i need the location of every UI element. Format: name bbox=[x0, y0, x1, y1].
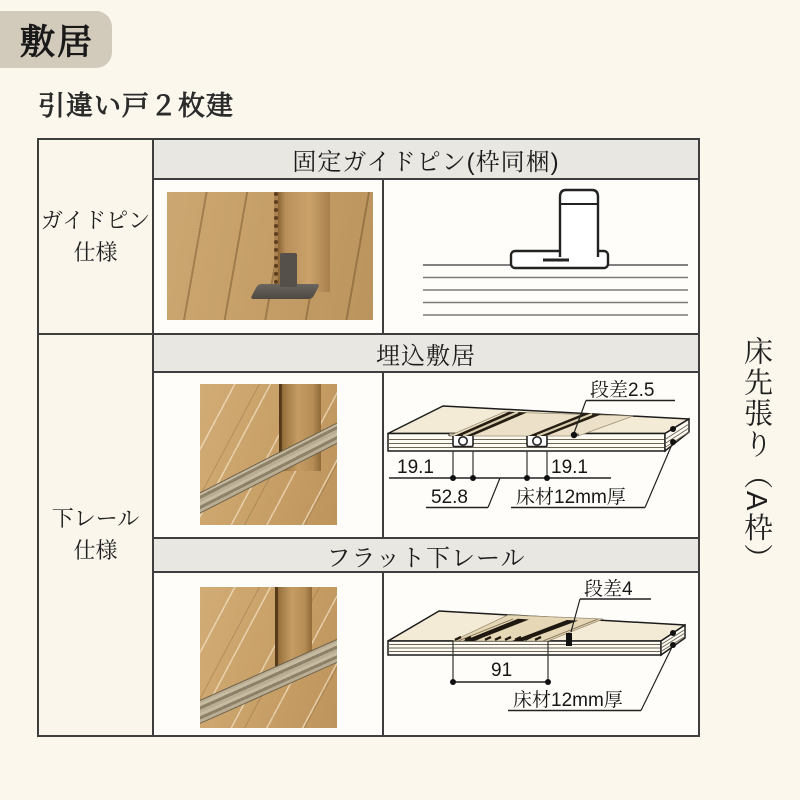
row-header-guide-pin: 固定ガイドピン(枠同梱) bbox=[154, 140, 698, 180]
floor-note-label: 床材12mm厚 bbox=[513, 690, 623, 711]
dim-span-label: 52.8 bbox=[431, 487, 468, 508]
spec-cell-bottom-rail bbox=[39, 335, 154, 735]
title-badge bbox=[0, 11, 112, 68]
flat-rail-photo bbox=[200, 587, 337, 728]
step-pointer-dot bbox=[571, 432, 577, 438]
flush-sill-diagram bbox=[383, 375, 697, 529]
row-header-flush-sill: 埋込敷居 bbox=[154, 335, 698, 373]
pin-shaft bbox=[560, 190, 598, 257]
flush-sill-photo bbox=[200, 384, 337, 525]
flat-rail-diagram bbox=[383, 575, 697, 729]
guide-pin-photo bbox=[167, 192, 373, 320]
step-pointer-mark bbox=[566, 633, 572, 646]
spec-label-line1: ガイドピン bbox=[40, 207, 151, 233]
floor-lines bbox=[423, 265, 688, 315]
row-header-flat-rail: フラット下レール bbox=[154, 539, 698, 573]
page-subtitle: 引違い戸２枚建 bbox=[38, 91, 234, 121]
rail-hatching bbox=[455, 637, 541, 640]
dim-right-label: 19.1 bbox=[551, 457, 588, 478]
dim-left-label: 19.1 bbox=[397, 457, 434, 478]
guide-pin-hardware-post bbox=[280, 253, 296, 286]
extension-lines bbox=[453, 451, 547, 478]
title-badge-label: 敷居 bbox=[20, 22, 95, 62]
spec-label-guide-pin bbox=[41, 205, 150, 269]
spec-label-line2: 仕様 bbox=[73, 239, 118, 265]
side-note-vertical: 床先張り（A枠） bbox=[740, 336, 772, 575]
channel-pin-left bbox=[459, 437, 467, 445]
dim-span-label: 91 bbox=[491, 660, 513, 681]
wood-floor bbox=[167, 192, 373, 320]
step-label: 段差2.5 bbox=[590, 380, 655, 401]
spec-cell-guide-pin bbox=[39, 140, 154, 335]
spec-label-line2: 仕様 bbox=[73, 538, 118, 563]
channel-pin-right bbox=[533, 437, 541, 445]
floor-note-label: 床材12mm厚 bbox=[516, 487, 626, 508]
spec-label-line1: 下レール bbox=[51, 506, 140, 532]
step-label: 段差4 bbox=[584, 579, 633, 600]
spec-label-bottom-rail bbox=[52, 503, 140, 567]
guide-pin-diagram bbox=[383, 177, 698, 331]
